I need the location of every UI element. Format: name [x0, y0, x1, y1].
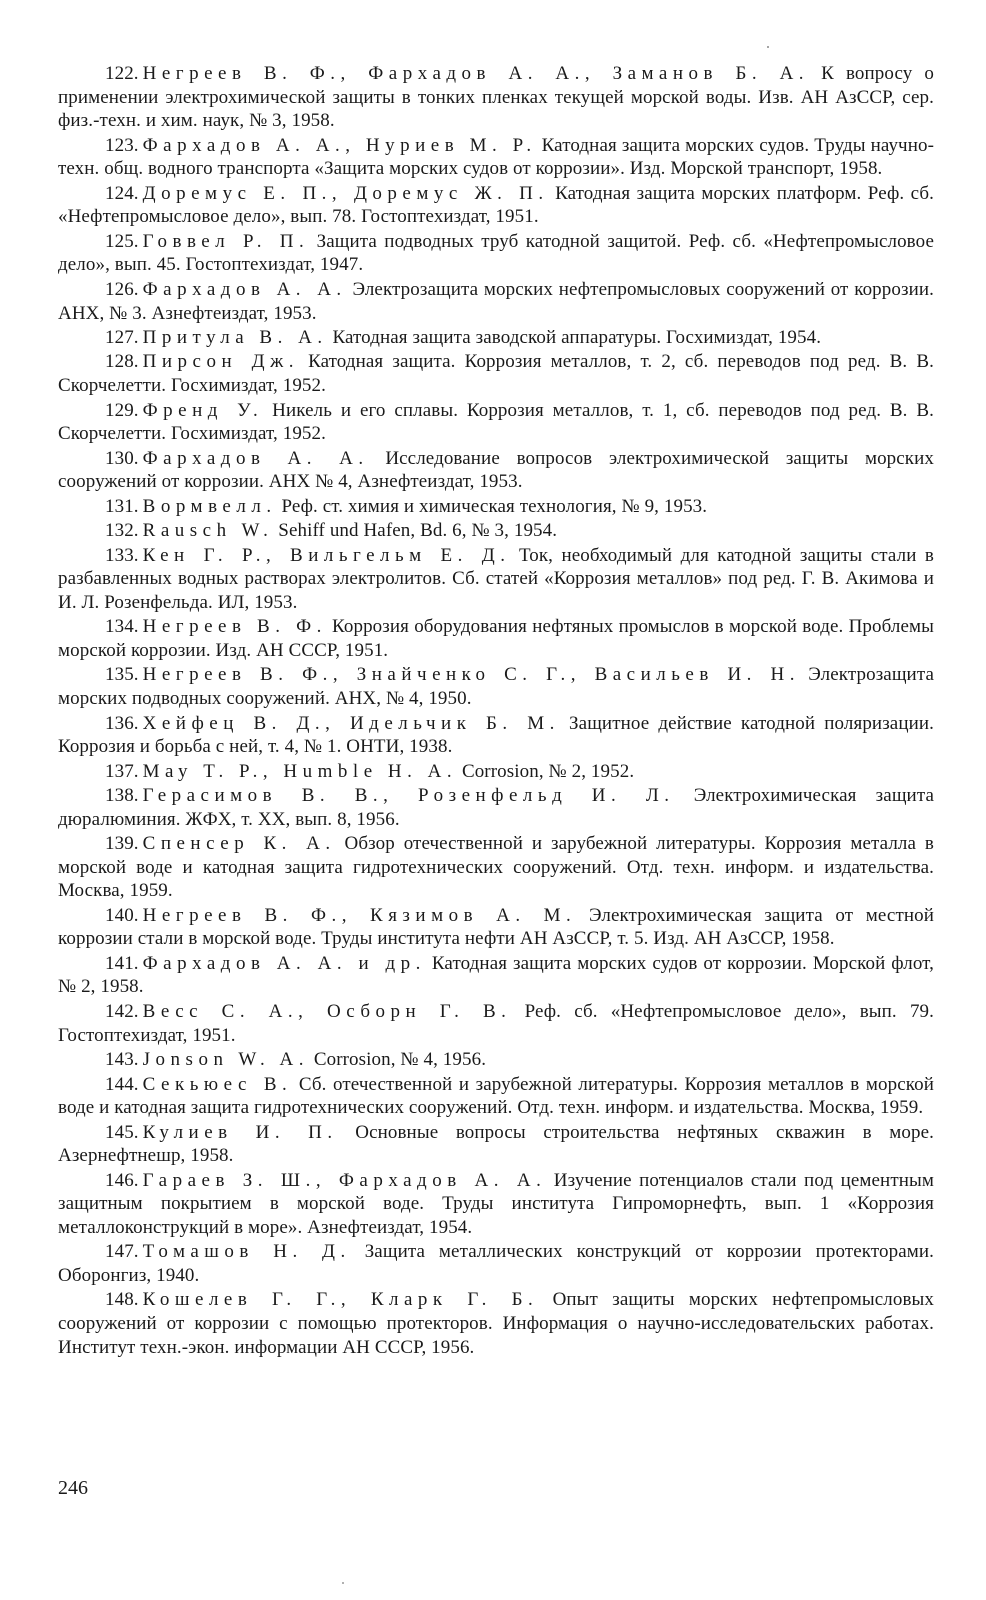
reference-author: Негреев В. Ф., Знайченко С. Г., Васильев И. Н.: [142, 664, 801, 686]
reference-entry: [58, 1048, 934, 1072]
reference-number: 134.: [105, 616, 139, 638]
reference-text: Сб. отечественной и зарубежной литературы. Коррозия металлов в морской воде и катодная защита гидротехнических сооружений. Отд. техн. информ. и издательства. Москва, 1959.: [58, 1073, 935, 1119]
reference-entry: [58, 832, 934, 903]
reference-number: 125.: [105, 230, 139, 252]
reference-author: Кошелев Г. Г., Кларк Г. Б.: [142, 1289, 539, 1311]
reference-author: Кулиев И. П.: [142, 1121, 338, 1143]
reference-entry: [58, 1169, 934, 1240]
reference-text: Катодная защита морских платформ. Реф. сб. «Нефтепромысловое дело», вып. 78. Гостоптехиздат, 1951.: [58, 182, 934, 228]
reference-entry: [58, 278, 934, 325]
reference-list: [58, 62, 934, 1359]
reference-text: Никель и его сплавы. Коррозия металлов, т. 1, сб. переводов под ред. В. В. Скорчелетти. Госхимиздат, 1952.: [58, 399, 934, 445]
reference-author: Хейфец В. Д., Идельчик Б. М.: [142, 712, 560, 734]
reference-text: Защита подводных труб катодной защитой. Реф. сб. «Нефтепромысловое дело», вып. 45. Гостоптехиздат, 1947.: [58, 230, 934, 276]
reference-author: Притула В. А.: [142, 326, 328, 348]
reference-number: 143.: [105, 1049, 139, 1071]
reference-text: Corrosion, № 4, 1956.: [313, 1049, 487, 1071]
reference-entry: [58, 784, 934, 831]
page-body: [58, 62, 934, 1360]
reference-number: 142.: [105, 1000, 139, 1022]
reference-number: 138.: [105, 785, 139, 807]
reference-entry: [58, 904, 934, 951]
reference-entry: [58, 1121, 934, 1168]
reference-entry: [58, 712, 934, 759]
reference-text: Обзор отечественной и зарубежной литературы. Коррозия металла в морской воде и катодная защита гидротехнических сооружений. Отд. техн. информ. и издательства. Москва, 1959.: [58, 833, 934, 902]
reference-entry: [58, 760, 934, 784]
reference-entry: [58, 326, 934, 350]
reference-number: 122.: [105, 63, 139, 84]
reference-text: Коррозия оборудования нефтяных промыслов в морской воде. Проблемы морской коррозии. Изд. АН СССР, 1951.: [58, 616, 934, 661]
reference-author: Негреев В. Ф.: [142, 616, 327, 638]
reference-text: Катодная защита морских судов. Труды научно-техн. общ. водного транспорта «Защита морских судов от коррозии». Изд. Морской транспорт, 1958.: [58, 134, 935, 180]
reference-text: Изучение потенциалов стали под цементным защитным покрытием в морской воде. Труды института Гипроморнефть, вып. 1 «Коррозия металлоконструкций в море». Азнефтеиздат, 1954.: [58, 1169, 934, 1238]
reference-text: Защитное действие катодной поляризации. Коррозия и борьба с ней, т. 4, № 1. ОНТИ, 1938.: [58, 712, 934, 758]
reference-text: Катодная защита заводской аппаратуры. Госхимиздат, 1954.: [332, 326, 822, 348]
reference-number: 126.: [105, 278, 139, 300]
reference-text: К вопросу о применении электрохимической защиты в тонких пленках текущей морской воды. Изв. АН АзССР, сер. физ.-техн. и хим. наук, № 3, 1958.: [58, 63, 934, 132]
reference-entry: [58, 1073, 934, 1120]
reference-number: 140.: [105, 904, 139, 926]
reference-author: Фархадов А. А.: [142, 447, 369, 469]
reference-entry: [58, 350, 934, 397]
reference-entry: [58, 544, 934, 615]
reference-number: 133.: [105, 544, 139, 566]
reference-text: Sehiff und Hafen, Bd. 6, № 3, 1954.: [278, 520, 558, 542]
reference-entry: [58, 615, 934, 662]
page-number: 246: [58, 1477, 88, 1499]
reference-entry: [58, 182, 934, 229]
reference-author: Негреев В. Ф., Фархадов А. А., Заманов Б. А.: [142, 63, 810, 84]
reference-entry: [58, 62, 934, 133]
reference-number: 137.: [105, 760, 139, 782]
reference-number: 129.: [105, 399, 139, 421]
reference-entry: [58, 399, 934, 446]
reference-entry: [58, 1288, 934, 1359]
reference-author: Секьюес В.: [142, 1073, 293, 1095]
reference-text: Ток, необходимый для катодной защиты стали в разбавленных водных растворах электролитов. Сб. статей «Коррозия металлов» под ред. Г. В. Акимова и И. Л. Розенфельда. ИЛ, 1953.: [58, 544, 934, 613]
reference-text: Corrosion, № 2, 1952.: [461, 760, 635, 782]
reference-number: 144.: [105, 1073, 139, 1095]
reference-number: 146.: [105, 1169, 139, 1191]
reference-entry: [58, 519, 934, 543]
reference-entry: [58, 663, 934, 710]
reference-author: Френд У.: [142, 399, 264, 421]
reference-author: Весс С. А., Осборн Г. В.: [142, 1000, 512, 1022]
reference-text: Электрохимическая защита от местной коррозии стали в морской воде. Труды института нефти АН АзССР, т. 5. Изд. АН АзССР, 1958.: [58, 904, 934, 950]
reference-author: Фархадов А. А. и др.: [142, 952, 426, 974]
reference-author: Спенсер К. А.: [142, 833, 336, 855]
reference-author: Герасимов В. В., Розенфельд И. Л.: [142, 785, 675, 807]
reference-author: Jonson W. A.: [142, 1049, 309, 1071]
reference-author: Мау Т. Р., Humble Н. А.: [142, 760, 458, 782]
reference-entry: [58, 495, 934, 519]
reference-author: Вормвелл.: [142, 495, 277, 517]
reference-author: Доремус Е. П., Доремус Ж. П.: [142, 182, 549, 204]
reference-text: Реф. ст. химия и химическая технология, № 9, 1953.: [281, 495, 708, 517]
reference-text: Катодная защита. Коррозия металлов, т. 2, сб. переводов под ред. В. В. Скорчелетти. Госхимиздат, 1952.: [58, 351, 934, 397]
reference-entry: [58, 134, 934, 181]
reference-number: 130.: [105, 447, 139, 469]
reference-number: 147.: [105, 1241, 139, 1263]
print-speck: [767, 46, 769, 48]
reference-number: 148.: [105, 1289, 139, 1311]
reference-author: Фархадов А. А.: [142, 278, 347, 300]
reference-number: 141.: [105, 952, 139, 974]
reference-entry: [58, 230, 934, 277]
reference-text: Опыт защиты морских нефтепромысловых сооружений от коррозии с помощью протекторов. Информация о научно-исследовательских работах. Институт техн.-экон. информации АН СССР, 1956.: [58, 1289, 934, 1358]
reference-number: 132.: [105, 520, 139, 542]
reference-number: 145.: [105, 1121, 139, 1143]
reference-entry: [58, 1240, 934, 1287]
reference-text: Реф. сб. «Нефтепромысловое дело», вып. 79. Гостоптехиздат, 1951.: [58, 1000, 934, 1046]
reference-text: Электрозащита морских нефтепромысловых сооружений от коррозии. АНХ, № 3. Азнефтеиздат, 1953.: [58, 278, 934, 324]
reference-entry: [58, 952, 934, 999]
reference-entry: [58, 1000, 934, 1047]
reference-number: 123.: [105, 134, 139, 156]
reference-number: 124.: [105, 182, 139, 204]
reference-author: Фархадов А. А., Нуриев М. Р.: [142, 134, 537, 156]
reference-author: Говвел Р. П.: [142, 230, 310, 252]
reference-author: Пирсон Дж.: [142, 351, 299, 373]
reference-text: Основные вопросы строительства нефтяных скважин в море. Азернефтнешр, 1958.: [58, 1121, 935, 1167]
reference-entry: [58, 447, 934, 494]
reference-text: Электрохимическая защита дюралюминия. ЖФХ, т. XX, вып. 8, 1956.: [58, 785, 934, 830]
reference-number: 136.: [105, 712, 139, 734]
reference-author: Rausch W.: [142, 520, 274, 542]
reference-author: Кен Г. Р., Вильгельм Е. Д.: [142, 544, 511, 566]
print-speck: [342, 1582, 344, 1584]
reference-number: 139.: [105, 833, 139, 855]
reference-number: 127.: [105, 326, 139, 348]
reference-text: Электрозащита морских подводных сооружений. АНХ, № 4, 1950.: [58, 664, 934, 710]
reference-author: Гараев З. Ш., Фархадов А. А.: [142, 1169, 547, 1191]
reference-number: 131.: [105, 495, 139, 517]
reference-author: Негреев В. Ф., Кязимов А. М.: [142, 904, 577, 926]
reference-number: 135.: [105, 664, 139, 686]
reference-text: Исследование вопросов электрохимической защиты морских сооружений от коррозии. АНХ № 4, Азнефтеиздат, 1953.: [58, 447, 934, 493]
reference-number: 128.: [105, 351, 139, 373]
reference-text: Катодная защита морских судов от коррозии. Морской флот, № 2, 1958.: [58, 952, 934, 998]
reference-text: Защита металлических конструкций от коррозии протекторами. Оборонгиз, 1940.: [58, 1241, 934, 1286]
reference-author: Томашов Н. Д.: [142, 1241, 351, 1263]
